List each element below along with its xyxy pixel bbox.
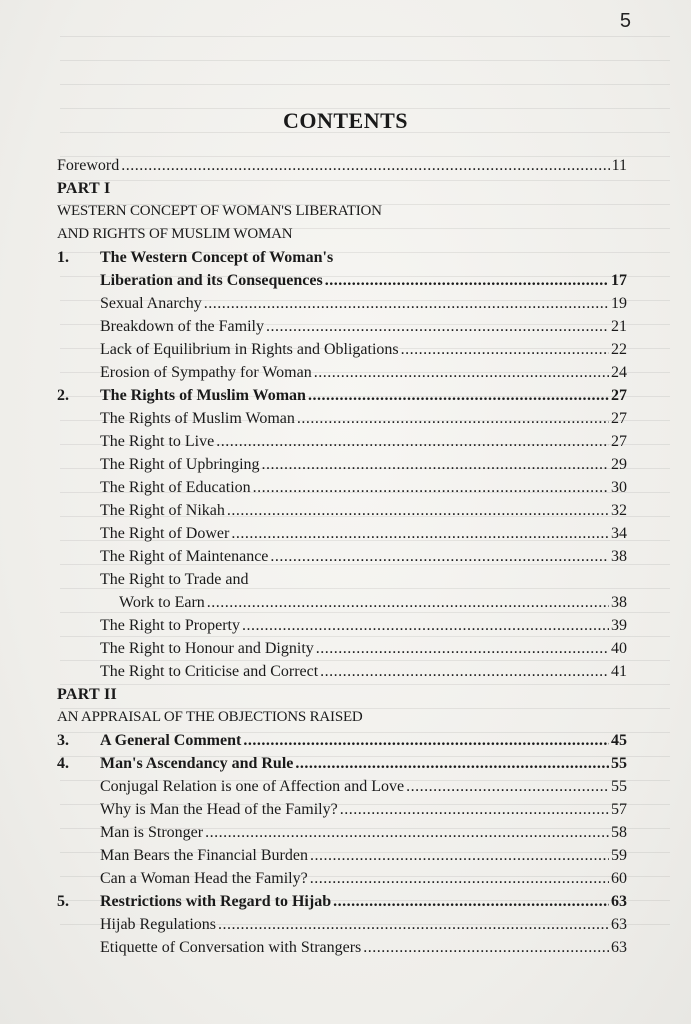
part-title: WESTERN CONCEPT OF WOMAN'S LIBERATION <box>57 203 382 219</box>
dot-leader <box>310 844 609 867</box>
dot-leader <box>320 660 609 683</box>
entry-page-number: 27 <box>611 433 627 450</box>
entry-page-number: 63 <box>611 893 627 910</box>
dot-leader <box>333 890 609 913</box>
dot-leader <box>231 522 609 545</box>
toc-entry <box>57 545 627 568</box>
chapter-number: 2. <box>57 387 69 404</box>
dot-leader <box>253 476 609 499</box>
toc-entry <box>57 453 627 476</box>
dot-leader <box>316 637 609 660</box>
dot-leader <box>314 361 609 384</box>
dot-leader <box>242 614 609 637</box>
entry-page-number: 57 <box>611 801 627 818</box>
toc-entry <box>57 844 627 867</box>
entry-label: Work to Earn <box>119 594 205 611</box>
entry-page-number: 55 <box>611 755 627 772</box>
entry-label: The Right to Criticise and Correct <box>100 663 319 680</box>
entry-page-number: 24 <box>611 364 627 381</box>
chapter-number: 3. <box>57 732 69 749</box>
toc-entry <box>57 660 627 683</box>
dot-leader <box>406 775 609 798</box>
entry-page-number: 45 <box>611 732 627 749</box>
toc-entry <box>57 821 627 844</box>
entry-page-number: 21 <box>611 318 627 335</box>
chapter-number: 1. <box>57 249 69 266</box>
dot-leader <box>266 315 609 338</box>
dot-leader <box>216 430 609 453</box>
entry-label: Liberation and its Consequences <box>100 272 323 289</box>
toc-entry <box>57 798 627 821</box>
entry-page-number: 32 <box>611 502 627 519</box>
page-number: 5 <box>619 10 631 32</box>
entry-label: The Rights of Muslim Woman <box>100 410 295 427</box>
entry-page-number: 29 <box>611 456 627 473</box>
entry-label: Hijab Regulations <box>100 916 216 933</box>
entry-label: A General Comment <box>100 732 242 749</box>
chapter-entry <box>57 384 627 407</box>
toc-entry <box>57 361 627 384</box>
page-title: CONTENTS <box>282 108 409 133</box>
toc-entry <box>57 522 627 545</box>
dot-leader <box>262 453 609 476</box>
part-title: AND RIGHTS OF MUSLIM WOMAN <box>57 226 293 242</box>
entry-label: The Right to Live <box>100 433 215 450</box>
dot-leader <box>310 867 609 890</box>
entry-page-number: 17 <box>611 272 627 289</box>
toc-entry <box>57 407 627 430</box>
dot-leader <box>401 338 609 361</box>
entry-page-number: 59 <box>611 847 627 864</box>
toc-entry <box>57 867 627 890</box>
chapter-entry <box>57 246 627 269</box>
entry-page-number: 63 <box>611 916 627 933</box>
toc-entry <box>57 499 627 522</box>
entry-page-number: 41 <box>611 663 627 680</box>
entry-label: The Western Concept of Woman's <box>100 249 334 266</box>
toc-entry <box>57 936 627 959</box>
entry-label: Can a Woman Head the Family? <box>100 870 308 887</box>
toc-entry <box>57 591 627 614</box>
entry-page-number: 30 <box>611 479 627 496</box>
dot-leader <box>204 292 609 315</box>
entry-page-number: 60 <box>611 870 627 887</box>
dot-leader <box>205 821 609 844</box>
entry-page-number: 38 <box>611 548 627 565</box>
entry-label: The Right of Upbringing <box>100 456 260 473</box>
entry-page-number: 22 <box>611 341 627 358</box>
toc-entry <box>57 269 627 292</box>
entry-label: Restrictions with Regard to Hijab <box>100 893 332 910</box>
toc-entry <box>57 430 627 453</box>
dot-leader <box>243 729 609 752</box>
dot-leader <box>227 499 609 522</box>
dot-leader <box>207 591 609 614</box>
entry-page-number: 55 <box>611 778 627 795</box>
entry-label: Why is Man the Head of the Family? <box>100 801 338 818</box>
entry-label: The Right of Education <box>100 479 251 496</box>
entry-page-number: 11 <box>611 157 627 174</box>
entry-label: Erosion of Sympathy for Woman <box>100 364 312 381</box>
entry-label: Man Bears the Financial Burden <box>100 847 308 864</box>
entry-page-number: 39 <box>611 617 627 634</box>
dot-leader <box>308 384 609 407</box>
dot-leader <box>270 545 609 568</box>
dot-leader <box>295 752 609 775</box>
entry-label: Etiquette of Conversation with Strangers <box>100 939 362 956</box>
part-heading: PART II <box>57 686 118 703</box>
dot-leader <box>297 407 609 430</box>
toc-entry <box>57 568 627 591</box>
entry-label: Man is Stronger <box>100 824 204 841</box>
dot-leader <box>121 154 609 177</box>
toc-entry <box>57 338 627 361</box>
dot-leader <box>218 913 609 936</box>
toc-entry <box>57 476 627 499</box>
dot-leader <box>363 936 609 959</box>
chapter-entry <box>57 752 627 775</box>
entry-label: Conjugal Relation is one of Affection and Love <box>100 778 405 795</box>
entry-page-number: 27 <box>611 387 627 404</box>
chapter-number: 4. <box>57 755 69 772</box>
toc-entry <box>57 637 627 660</box>
entry-page-number: 19 <box>611 295 627 312</box>
entry-page-number: 40 <box>611 640 627 657</box>
dot-leader <box>340 798 609 821</box>
entry-label: The Rights of Muslim Woman <box>100 387 306 404</box>
entry-page-number: 63 <box>611 939 627 956</box>
chapter-number: 5. <box>57 893 69 910</box>
entry-label: Foreword <box>57 157 120 174</box>
entry-page-number: 58 <box>611 824 627 841</box>
entry-label: The Right to Honour and Dignity <box>100 640 314 657</box>
chapter-entry <box>57 890 627 913</box>
entry-label: Sexual Anarchy <box>100 295 202 312</box>
entry-label: Breakdown of the Family <box>100 318 264 335</box>
entry-label: Man's Ascendancy and Rule <box>100 755 294 772</box>
dot-leader <box>325 269 609 292</box>
entry-label: The Right of Nikah <box>100 502 225 519</box>
entry-label: The Right to Trade and <box>100 571 249 588</box>
entry-label: The Right of Maintenance <box>100 548 269 565</box>
toc-entry <box>57 292 627 315</box>
toc-entry <box>57 315 627 338</box>
table-of-contents <box>57 154 627 959</box>
entry-label: The Right of Dower <box>100 525 230 542</box>
entry-label: Lack of Equilibrium in Rights and Obligations <box>100 341 399 358</box>
chapter-entry <box>57 729 627 752</box>
entry-page-number: 34 <box>611 525 627 542</box>
entry-page-number: 27 <box>611 410 627 427</box>
toc-entry <box>57 913 627 936</box>
part-heading: PART I <box>57 180 111 197</box>
toc-entry <box>57 614 627 637</box>
entry-page-number: 38 <box>611 594 627 611</box>
part-title: AN APPRAISAL OF THE OBJECTIONS RAISED <box>57 709 363 725</box>
toc-entry <box>57 154 627 177</box>
toc-entry <box>57 775 627 798</box>
entry-label: The Right to Property <box>100 617 240 634</box>
